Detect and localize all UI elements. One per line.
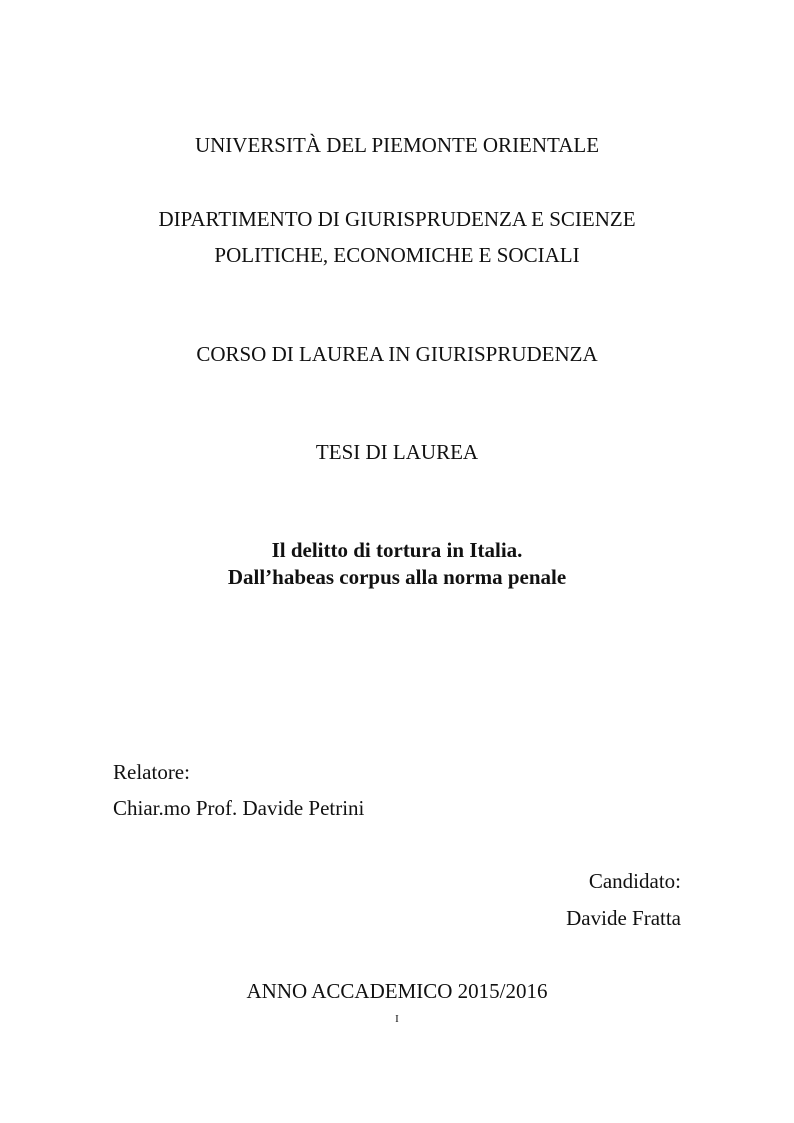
thesis-title-line-2: Dall’habeas corpus alla norma penale: [227, 565, 567, 589]
department-name-line-2: POLITICHE, ECONOMICHE E SOCIALI: [214, 243, 580, 267]
university-name: UNIVERSITÀ DEL PIEMONTE ORIENTALE: [194, 133, 600, 157]
thesis-label: TESI DI LAUREA: [315, 440, 479, 464]
supervisor-name: Chiar.mo Prof. Davide Petrini: [113, 796, 365, 820]
degree-course: CORSO DI LAUREA IN GIURISPRUDENZA: [196, 342, 598, 366]
thesis-title-line-1: Il delitto di tortura in Italia.: [271, 538, 523, 562]
academic-year: ANNO ACCADEMICO 2015/2016: [246, 979, 548, 1003]
candidate-label: Candidato:: [588, 869, 681, 893]
page-number: I: [395, 1013, 399, 1025]
department-name-line-1: DIPARTIMENTO DI GIURISPRUDENZA E SCIENZE: [158, 207, 636, 231]
candidate-name: Davide Fratta: [566, 906, 681, 930]
supervisor-label: Relatore:: [113, 760, 190, 784]
